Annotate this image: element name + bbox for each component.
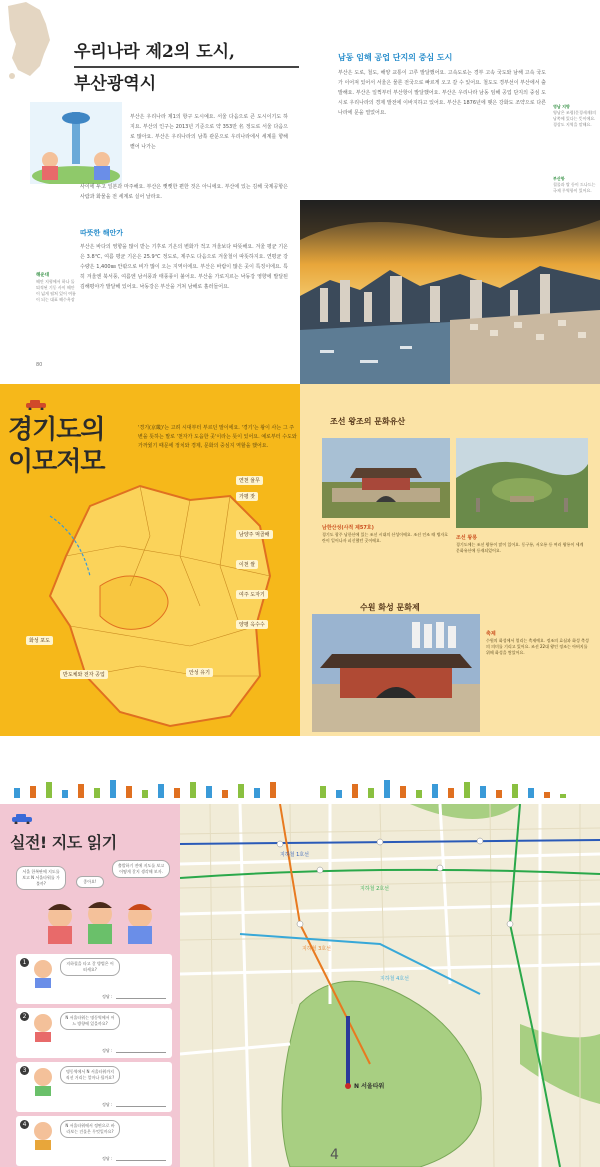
yeongnam-note-title: 영남 지방 xyxy=(553,104,570,109)
gyeonggi-title-line2: 이모저모 xyxy=(8,447,105,477)
map-label-line3: 지하철 3호선 xyxy=(302,946,331,952)
callout-yeoncheon: 연천 율무 xyxy=(236,476,263,485)
callout-hwaseong: 화성 포도 xyxy=(26,636,53,645)
busan-body-1: 부산은 우리나라 제1의 항구 도시예요. 서울 다음으로 큰 도시이기도 하지요. 부산의 인구는 2013년 기준으로 약 353만 名 정도로 서울 다음으로 많아요. 부산은 우리나라의 남쪽 관문으로 우리나라에서 세계를 향해 뻗어 나가는 xyxy=(130,114,288,150)
royal-tomb-caption-title: 조선 왕릉 xyxy=(456,535,478,541)
busan-harbor-photo xyxy=(300,200,600,384)
gyeonggi-intro: '경기(京畿)'는 고려 시대부터 부르던 말이에요. '경기'는 왕이 사는 그 주변을 뜻하는 말로 '천자가 도읍한 곳'이라는 뜻이 있어요. 예로부터 수도와 가까웠기 때문에 정치와 경제, 문화의 중심지 역할을 했어요. xyxy=(138,425,297,449)
busan-port-note xyxy=(553,176,597,194)
kid-face-icon xyxy=(32,1066,54,1096)
question-text: N 서울타워에서 정면으로 바라보는 건물은 무엇일까요? xyxy=(60,1120,120,1138)
question-2 xyxy=(16,1008,172,1058)
kid-bubble-2: 좋아요! xyxy=(76,876,104,888)
yeongnam-note-text: 영남은 조령(문경새재)의 남쪽에 있다는 뜻이에요. 경상도 지역을 말해요. xyxy=(553,110,597,127)
busan-page xyxy=(0,0,600,384)
question-panel xyxy=(0,804,180,1167)
seoul-map-drawing xyxy=(180,804,600,1167)
answer-label: 정답 : xyxy=(102,1048,113,1053)
callout-yeoju: 여주 도자기 xyxy=(236,590,268,599)
korea-map-icon xyxy=(0,0,62,84)
namhansanseong-caption: 경기도 광주 남한산에 있는 조선 시대의 산성이에요. 조선 인조 때 병자호란이 일어나자 피신했던 곳이에요. xyxy=(322,532,449,543)
answer-line[interactable] xyxy=(116,1106,166,1107)
busan-body-right: 부산은 도로, 철도, 해양 교통이 고루 발달했어요. 고속도로는 경부 고속 국도와 남해 고속 국도가 이어져 있어서 서울은 물론 전국으로 빠르게 오고 갈 수 있어요. 철도도 경부선이 부산에서 출발해요. 부산은 일찍부터 부산항이 발달했어요. 부산은 우리나라 남동 임해 공업 단지의 중심 도시로 우리나라의 경제 발전에 이바지하고 있어요. 부산은 1876년에 맺은 강화도 조약으로 다른 나라에 문을 열었어요. xyxy=(338,70,546,116)
answer-label: 정답 : xyxy=(102,1156,113,1161)
namhansanseong-caption-title: 남한산성(사적 제57호) xyxy=(322,525,374,531)
hwaseong-caption-title: 축제 xyxy=(486,631,496,637)
answer-label: 정답 : xyxy=(102,1102,113,1107)
answer-label: 정답 : xyxy=(102,994,113,999)
kid-bubble-1: 서울 한복판에 지도를 보고 N 서울타워를 가 볼까? xyxy=(16,866,66,890)
question-text: 명동역에서 N 서울타워까지 직선 거리는 얼마나 될까요? xyxy=(60,1066,120,1084)
industrial-heading: 남동 임해 공업 단지의 중심 도시 xyxy=(338,53,453,62)
hwaseong-caption: 수원의 화성에서 열리는 축제예요. 정조의 효심과 화성 축성의 의미를 기리고 있어요. 조선 22대 왕인 정조는 아버지를 위해 화성을 쌓았어요. xyxy=(486,638,589,655)
callout-icheon: 이천 쌀 xyxy=(236,560,258,569)
busan-title-line2: 부산광역시 xyxy=(74,74,157,94)
map-label-tower: N 서울타워 xyxy=(354,1083,385,1090)
answer-line[interactable] xyxy=(116,998,166,999)
car-icon xyxy=(24,400,48,410)
callout-semiconductor: 반도체와 전자 공업 xyxy=(60,670,108,679)
page-number: 80 xyxy=(36,362,43,368)
car-icon xyxy=(10,814,34,824)
map-label-line2: 지하철 2호선 xyxy=(360,886,389,892)
haeundae-note-text: 해안 지형에서 하나 둘 퇴적된 기둥 사이 해안이 넓게 펼쳐 있어 여름이 되는 대표 해수욕장 xyxy=(36,279,76,302)
busan-title-line1: 우리나라 제2의 도시, xyxy=(74,42,235,62)
map-label-line1: 지하철 1호선 xyxy=(280,852,309,858)
callout-namyangju: 남양주 먹골배 xyxy=(236,530,273,539)
busan-body-2: 사이에 두고 일본과 마주해요. 부산은 뻣뻣한 편한 것은 아니에요. 부산에 있는 김해 국제공항은 사람과 화물을 전 세계로 실어 날라요. xyxy=(80,184,288,200)
kid-face-icon xyxy=(32,958,54,988)
callout-gapyeong: 가평 잣 xyxy=(236,492,258,501)
gyeonggi-title xyxy=(8,414,104,478)
answer-line[interactable] xyxy=(116,1052,166,1053)
kid-face-icon xyxy=(32,1012,54,1042)
busan-tower-illustration xyxy=(30,102,122,184)
answer-line[interactable] xyxy=(116,1160,166,1161)
busan-port-note-title: 부산항 xyxy=(553,176,565,181)
callout-yangpyeong: 양평 옥수수 xyxy=(236,620,268,629)
question-4 xyxy=(16,1116,172,1166)
busan-body-3: 부산은 바다의 영향을 많이 받는 기후로 기온의 변화가 적고 겨울보다 따뜻해요. 겨울 평균 기온은 3.8℃, 여름 평균 기온은 25.9℃ 정도로, 제주도 다음으로 겨울철이 따뜻하지요. 연평균 강수량은 1,400㎜ 안팎으로 비가 많이 오는 지역이에요. 부산은 바람이 많은 곳이 특징이에요. 특히 겨울엔 북서풍, 여름엔 남서풍과 태풍풍이 불어요. 부산을 가로지르는 낙동강 영향에 발달된 김해평야가 발달해 있어요. 낙동강은 부산을 거쳐 남해로 흘러들어요. xyxy=(80,244,288,290)
practice-title: 실전! 지도 읽기 xyxy=(10,833,117,852)
gyeonggi-title-line1: 경기도의 xyxy=(8,415,105,445)
busan-title xyxy=(74,40,299,96)
yeongnam-note xyxy=(553,104,597,128)
callout-anseong: 안성 유기 xyxy=(186,668,213,677)
question-number: 2 xyxy=(20,1012,29,1021)
question-text: N 서울타워는 명동역에서 어느 방향에 있을까요? xyxy=(60,1012,120,1030)
map-page-number: 4 xyxy=(330,1147,339,1163)
namhansanseong-photo xyxy=(322,438,450,518)
title-underline xyxy=(74,66,299,68)
royal-tomb-caption: 경기도에는 조선 왕릉이 많이 있어요. 동구릉, 서오릉 등 여러 왕릉이 세계 문화유산에 등재되었어요. xyxy=(456,542,584,553)
heritage-title: 조선 왕조의 문화유산 xyxy=(330,417,406,426)
royal-tomb-photo xyxy=(456,438,588,528)
seoul-map xyxy=(180,804,600,1167)
warm-coast-heading: 따뜻한 해안가 xyxy=(80,229,124,237)
haeundae-note-title: 해운대 xyxy=(36,273,50,278)
question-number: 3 xyxy=(20,1066,29,1075)
map-reading-page xyxy=(0,804,600,1167)
population-bar-strip-right xyxy=(300,736,600,804)
gyeonggi-page xyxy=(0,384,600,804)
kid-face-icon xyxy=(32,1120,54,1150)
question-3 xyxy=(16,1062,172,1112)
busan-port-note-text: 철물과 쌀 등이 드나드는 국제 무역항이 있어요. xyxy=(553,182,596,193)
question-1 xyxy=(16,954,172,1004)
question-number: 1 xyxy=(20,958,29,967)
kid-bubble-3: 출발하기 전에 지도를 보고 어떻게 갈지 생각해 보자. xyxy=(112,860,170,878)
question-text: 지하철을 타고 갈 방법은 어떠세요? xyxy=(60,958,120,976)
population-bar-strip-left xyxy=(0,736,300,804)
hwaseong-festival-title: 수원 화성 문화제 xyxy=(360,603,420,612)
haeundae-note xyxy=(36,272,76,303)
map-label-line4: 지하철 4호선 xyxy=(380,976,409,982)
gyeonggi-map xyxy=(30,476,300,736)
hwaseong-festival-photo xyxy=(312,614,480,732)
question-number: 4 xyxy=(20,1120,29,1129)
